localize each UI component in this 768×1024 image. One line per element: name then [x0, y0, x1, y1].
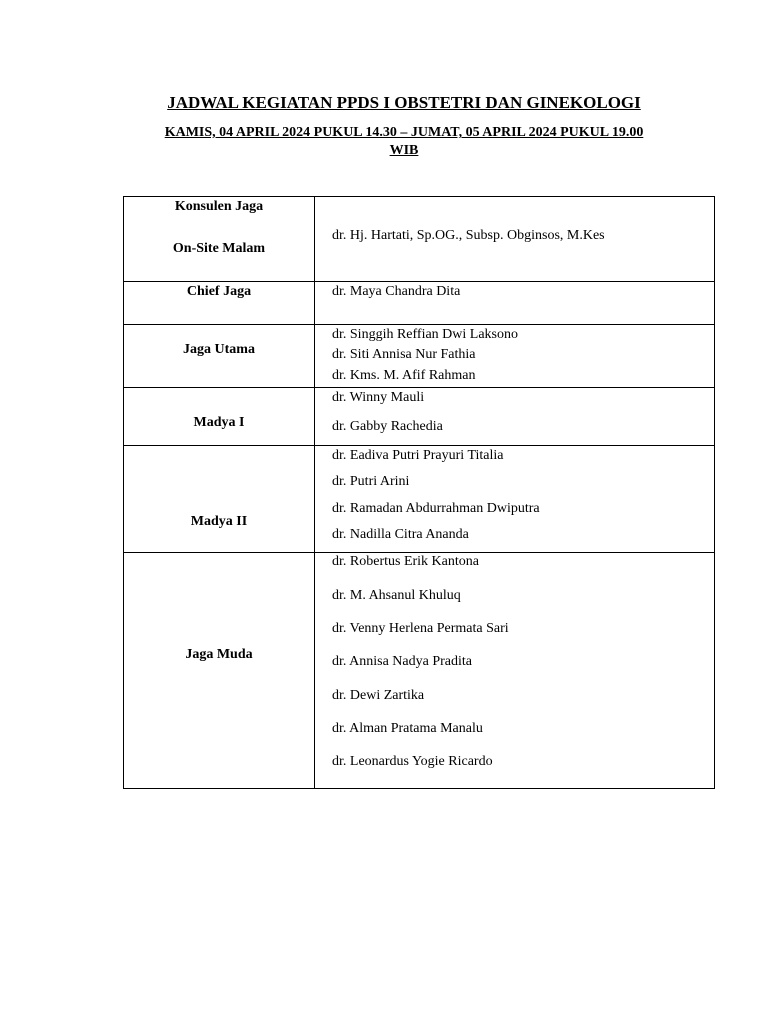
name-entry: dr. Siti Annisa Nur Fathia [332, 347, 476, 362]
role-label: Madya II [190, 514, 248, 529]
name-entry: dr. M. Ahsanul Khuluq [332, 588, 461, 603]
name-entry: dr. Robertus Erik Kantona [332, 554, 479, 569]
name-entry: dr. Dewi Zartika [332, 688, 425, 703]
name-entry: dr. Ramadan Abdurrahman Dwiputra [332, 501, 540, 516]
table-row [124, 446, 715, 553]
document-subtitle [134, 124, 674, 160]
role-cell [124, 197, 315, 282]
name-entry: dr. Putri Arini [332, 474, 410, 489]
role-label: Chief Jaga [186, 284, 252, 299]
names-cell [315, 388, 715, 446]
document-title: JADWAL KEGIATAN PPDS I OBSTETRI DAN GINEKOLOGI [167, 93, 641, 112]
role-label-secondary: On-Site Malam [172, 241, 266, 256]
subtitle-line-1: KAMIS, 04 APRIL 2024 PUKUL 14.30 – JUMAT, 05 APRIL 2024 PUKUL 19.00 [164, 125, 644, 140]
table-row [124, 553, 715, 789]
names-cell [315, 446, 715, 553]
role-label: Jaga Utama [183, 342, 255, 357]
names-cell [315, 553, 715, 789]
names-cell [315, 325, 715, 388]
name-entry: dr. Alman Pratama Manalu [332, 721, 483, 736]
role-label: Jaga Muda [185, 647, 253, 662]
subtitle-line-2: WIB [389, 143, 419, 158]
names-cell [315, 282, 715, 325]
role-label: Konsulen Jaga [174, 199, 264, 214]
role-cell [124, 325, 315, 388]
name-entry: dr. Nadilla Citra Ananda [332, 527, 469, 542]
table-row [124, 325, 715, 388]
name-entry: dr. Eadiva Putri Prayuri Titalia [332, 448, 504, 463]
name-entry: dr. Venny Herlena Permata Sari [332, 621, 509, 636]
role-cell [124, 282, 315, 325]
role-cell [124, 388, 315, 446]
name-entry: dr. Leonardus Yogie Ricardo [332, 754, 493, 769]
role-label: Madya I [193, 415, 245, 430]
table-row [124, 388, 715, 446]
role-cell [124, 553, 315, 789]
names-cell [315, 197, 715, 282]
name-entry: dr. Singgih Reffian Dwi Laksono [332, 327, 519, 342]
schedule-table [123, 196, 715, 789]
name-entry: dr. Gabby Rachedia [332, 419, 443, 434]
table-row [124, 197, 715, 282]
name-entry: dr. Maya Chandra Dita [332, 284, 461, 299]
name-entry: dr. Annisa Nadya Pradita [332, 654, 472, 669]
name-entry: dr. Winny Mauli [332, 390, 425, 405]
name-entry: dr. Kms. M. Afif Rahman [332, 368, 476, 383]
table-row [124, 282, 715, 325]
role-cell [124, 446, 315, 553]
name-entry: dr. Hj. Hartati, Sp.OG., Subsp. Obginsos, M.Kes [332, 228, 605, 243]
